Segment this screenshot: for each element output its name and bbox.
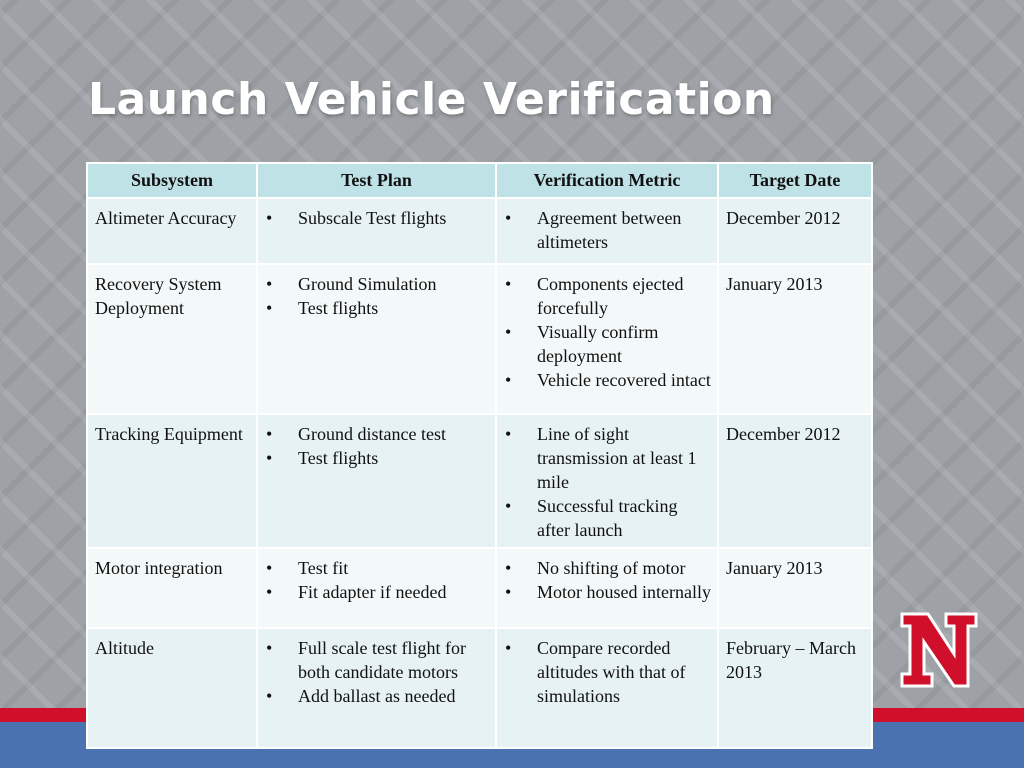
list-item: • Vehicle recovered intact — [504, 368, 711, 392]
table-row — [87, 414, 872, 548]
metric-cell — [496, 264, 718, 414]
list-item: • Compare recorded altitudes with that of simulations — [504, 636, 711, 708]
subsystem-cell: Tracking Equipment — [87, 414, 257, 548]
subsystem-cell: Recovery System Deployment — [87, 264, 257, 414]
list-item: • Agreement between altimeters — [504, 206, 711, 254]
subsystem-cell: Altimeter Accuracy — [87, 198, 257, 264]
verification-table — [86, 162, 873, 749]
test-plan-cell — [257, 628, 496, 748]
list-item: • Subscale Test flights — [265, 206, 489, 230]
list-item: • Ground distance test — [265, 422, 489, 446]
list-item: • Components ejected forcefully — [504, 272, 711, 320]
table-row — [87, 628, 872, 748]
header-subsystem: Subsystem — [87, 163, 257, 198]
list-item: • Visually confirm deployment — [504, 320, 711, 368]
list-item: • Ground Simulation — [265, 272, 489, 296]
list-item: • Test fit — [265, 556, 489, 580]
target-date-cell: December 2012 — [718, 414, 872, 548]
header-test-plan: Test Plan — [257, 163, 496, 198]
metric-cell — [496, 414, 718, 548]
test-plan-cell — [257, 414, 496, 548]
target-date-cell: January 2013 — [718, 264, 872, 414]
subsystem-cell: Motor integration — [87, 548, 257, 628]
list-item: • Test flights — [265, 446, 489, 470]
list-item: • Line of sight transmission at least 1 mile — [504, 422, 711, 494]
list-item: • Full scale test flight for both candidate motors — [265, 636, 489, 684]
slide-title: Launch Vehicle Verification — [88, 74, 775, 125]
target-date-cell: February – March 2013 — [718, 628, 872, 748]
header-target-date: Target Date — [718, 163, 872, 198]
list-item: • Test flights — [265, 296, 489, 320]
test-plan-cell — [257, 264, 496, 414]
header-verification-metric: Verification Metric — [496, 163, 718, 198]
target-date-cell: January 2013 — [718, 548, 872, 628]
target-date-cell: December 2012 — [718, 198, 872, 264]
list-item: • Fit adapter if needed — [265, 580, 489, 604]
table-row — [87, 264, 872, 414]
list-item: • No shifting of motor — [504, 556, 711, 580]
test-plan-cell — [257, 198, 496, 264]
metric-cell — [496, 548, 718, 628]
list-item: • Add ballast as needed — [265, 684, 489, 708]
list-item: • Successful tracking after launch — [504, 494, 711, 542]
table-row — [87, 548, 872, 628]
nebraska-n-logo-icon — [900, 612, 978, 688]
list-item: • Motor housed internally — [504, 580, 711, 604]
metric-cell — [496, 198, 718, 264]
table-header-row — [87, 163, 872, 198]
test-plan-cell — [257, 548, 496, 628]
subsystem-cell: Altitude — [87, 628, 257, 748]
table-row — [87, 198, 872, 264]
metric-cell — [496, 628, 718, 748]
